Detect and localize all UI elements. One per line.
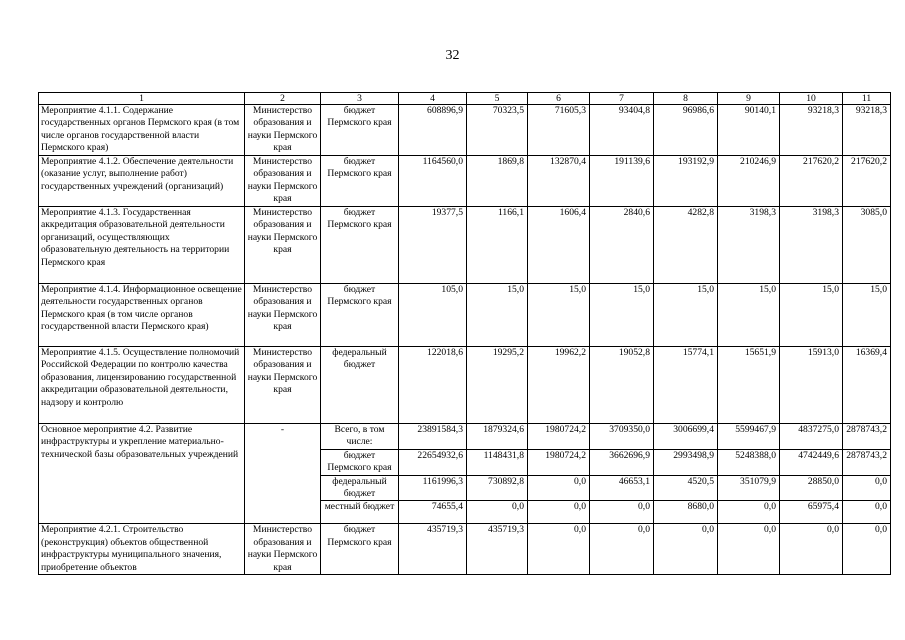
value-cell: 28850,0 bbox=[780, 475, 843, 501]
header-cell: 4 bbox=[399, 93, 467, 105]
value-cell: 19052,8 bbox=[590, 347, 654, 424]
value-cell: 3662696,9 bbox=[590, 449, 654, 475]
value-cell: 22654932,6 bbox=[399, 449, 467, 475]
funding-source-cell: бюджет Пермского края bbox=[321, 156, 399, 207]
value-cell: 1879324,6 bbox=[467, 424, 528, 450]
funding-source-cell: Всего, в том числе: bbox=[321, 424, 399, 450]
executor-cell: Министерство образования и науки Пермского края bbox=[245, 284, 321, 347]
value-cell: 0,0 bbox=[718, 524, 780, 575]
value-cell: 74655,4 bbox=[399, 501, 467, 524]
value-cell: 1161996,3 bbox=[399, 475, 467, 501]
value-cell: 93218,3 bbox=[843, 105, 891, 156]
funding-source-cell: федеральный бюджет bbox=[321, 475, 399, 501]
value-cell: 1980724,2 bbox=[528, 424, 590, 450]
value-cell: 193192,9 bbox=[654, 156, 718, 207]
table-row bbox=[39, 424, 891, 450]
budget-table bbox=[38, 92, 891, 575]
measure-description: Мероприятие 4.2.1. Строительство (реконструкция) объектов общественной инфраструктуры муниципального значения, приобретение объектов bbox=[39, 524, 245, 575]
value-cell: 1164560,0 bbox=[399, 156, 467, 207]
value-cell: 4837275,0 bbox=[780, 424, 843, 450]
value-cell: 4282,8 bbox=[654, 207, 718, 284]
value-cell: 0,0 bbox=[528, 524, 590, 575]
executor-cell: Министерство образования и науки Пермского края bbox=[245, 347, 321, 424]
table-row bbox=[39, 284, 891, 347]
value-cell: 93404,8 bbox=[590, 105, 654, 156]
value-cell: 0,0 bbox=[843, 475, 891, 501]
page-number: 32 bbox=[445, 48, 460, 63]
funding-source-cell: федеральный бюджет bbox=[321, 347, 399, 424]
value-cell: 4520,5 bbox=[654, 475, 718, 501]
value-cell: 2878743,2 bbox=[843, 449, 891, 475]
header-cell: 3 bbox=[321, 93, 399, 105]
value-cell: 15913,0 bbox=[780, 347, 843, 424]
value-cell: 23891584,3 bbox=[399, 424, 467, 450]
header-cell: 11 bbox=[843, 93, 891, 105]
header-cell: 9 bbox=[718, 93, 780, 105]
value-cell: 71605,3 bbox=[528, 105, 590, 156]
measure-description: Мероприятие 4.1.4. Информационное освещение деятельности государственных органов Пермского края (в том числе органов государственной власти Пермского края) bbox=[39, 284, 245, 347]
value-cell: 96986,6 bbox=[654, 105, 718, 156]
header-cell: 8 bbox=[654, 93, 718, 105]
value-cell: 0,0 bbox=[528, 475, 590, 501]
value-cell: 8680,0 bbox=[654, 501, 718, 524]
value-cell: 93218,3 bbox=[780, 105, 843, 156]
executor-cell: Министерство образования и науки Пермского края bbox=[245, 156, 321, 207]
executor-cell: Министерство образования и науки Пермского края bbox=[245, 524, 321, 575]
value-cell: 15651,9 bbox=[718, 347, 780, 424]
executor-cell: Министерство образования и науки Пермского края bbox=[245, 207, 321, 284]
funding-source-cell: бюджет Пермского края bbox=[321, 524, 399, 575]
main-measure-description: Основное мероприятие 4.2. Развитие инфраструктуры и укрепление материально-технической базы образовательных учреждений bbox=[39, 424, 245, 524]
value-cell: 217620,2 bbox=[780, 156, 843, 207]
value-cell: 5248388,0 bbox=[718, 449, 780, 475]
value-cell: 132870,4 bbox=[528, 156, 590, 207]
table-row bbox=[39, 524, 891, 575]
value-cell: 90140,1 bbox=[718, 105, 780, 156]
value-cell: 3085,0 bbox=[843, 207, 891, 284]
value-cell: 0,0 bbox=[528, 501, 590, 524]
value-cell: 122018,6 bbox=[399, 347, 467, 424]
value-cell: 217620,2 bbox=[843, 156, 891, 207]
value-cell: 0,0 bbox=[718, 501, 780, 524]
value-cell: 1869,8 bbox=[467, 156, 528, 207]
value-cell: 1166,1 bbox=[467, 207, 528, 284]
value-cell: 19295,2 bbox=[467, 347, 528, 424]
value-cell: 46653,1 bbox=[590, 475, 654, 501]
header-cell: 2 bbox=[245, 93, 321, 105]
value-cell: 0,0 bbox=[843, 501, 891, 524]
funding-source-cell: бюджет Пермского края bbox=[321, 449, 399, 475]
value-cell: 15774,1 bbox=[654, 347, 718, 424]
table-header-row bbox=[39, 93, 891, 105]
value-cell: 608896,9 bbox=[399, 105, 467, 156]
executor-cell: Министерство образования и науки Пермского края bbox=[245, 105, 321, 156]
value-cell: 15,0 bbox=[590, 284, 654, 347]
value-cell: 70323,5 bbox=[467, 105, 528, 156]
value-cell: 3709350,0 bbox=[590, 424, 654, 450]
value-cell: 16369,4 bbox=[843, 347, 891, 424]
value-cell: 3198,3 bbox=[780, 207, 843, 284]
value-cell: 19962,2 bbox=[528, 347, 590, 424]
value-cell: 5599467,9 bbox=[718, 424, 780, 450]
measure-description: Мероприятие 4.1.2. Обеспечение деятельности (оказание услуг, выполнение работ) государственных учреждений (организаций) bbox=[39, 156, 245, 207]
value-cell: 15,0 bbox=[780, 284, 843, 347]
value-cell: 730892,8 bbox=[467, 475, 528, 501]
header-cell: 7 bbox=[590, 93, 654, 105]
value-cell: 0,0 bbox=[590, 524, 654, 575]
table-row bbox=[39, 207, 891, 284]
value-cell: 19377,5 bbox=[399, 207, 467, 284]
value-cell: 4742449,6 bbox=[780, 449, 843, 475]
value-cell: 15,0 bbox=[654, 284, 718, 347]
value-cell: 351079,9 bbox=[718, 475, 780, 501]
table-row bbox=[39, 156, 891, 207]
funding-source-cell: бюджет Пермского края bbox=[321, 207, 399, 284]
value-cell: 0,0 bbox=[843, 524, 891, 575]
funding-source-cell: бюджет Пермского края bbox=[321, 284, 399, 347]
value-cell: 15,0 bbox=[843, 284, 891, 347]
value-cell: 0,0 bbox=[654, 524, 718, 575]
table-row bbox=[39, 347, 891, 424]
value-cell: 435719,3 bbox=[399, 524, 467, 575]
value-cell: 65975,4 bbox=[780, 501, 843, 524]
header-cell: 10 bbox=[780, 93, 843, 105]
value-cell: 3198,3 bbox=[718, 207, 780, 284]
value-cell: 0,0 bbox=[590, 501, 654, 524]
measure-description: Мероприятие 4.1.5. Осуществление полномочий Российской Федерации по контролю качества образования, лицензированию государственной аккредитации образовательной деятельности, надзору и контролю bbox=[39, 347, 245, 424]
value-cell: 0,0 bbox=[467, 501, 528, 524]
value-cell: 105,0 bbox=[399, 284, 467, 347]
value-cell: 191139,6 bbox=[590, 156, 654, 207]
value-cell: 2840,6 bbox=[590, 207, 654, 284]
measure-description: Мероприятие 4.1.3. Государственная аккредитация образовательной деятельности организаций, осуществляющих образовательную деятельность на территории Пермского края bbox=[39, 207, 245, 284]
measure-description: Мероприятие 4.1.1. Содержание государственных органов Пермского края (в том числе органов государственной власти Пермского края) bbox=[39, 105, 245, 156]
value-cell: 1148431,8 bbox=[467, 449, 528, 475]
value-cell: 3006699,4 bbox=[654, 424, 718, 450]
table-row bbox=[39, 105, 891, 156]
header-cell: 6 bbox=[528, 93, 590, 105]
value-cell: 0,0 bbox=[780, 524, 843, 575]
value-cell: 2993498,9 bbox=[654, 449, 718, 475]
header-cell: 5 bbox=[467, 93, 528, 105]
value-cell: 435719,3 bbox=[467, 524, 528, 575]
value-cell: 210246,9 bbox=[718, 156, 780, 207]
funding-source-cell: бюджет Пермского края bbox=[321, 105, 399, 156]
header-cell: 1 bbox=[39, 93, 245, 105]
value-cell: 15,0 bbox=[718, 284, 780, 347]
value-cell: 1606,4 bbox=[528, 207, 590, 284]
funding-source-cell: местный бюджет bbox=[321, 501, 399, 524]
value-cell: 15,0 bbox=[528, 284, 590, 347]
value-cell: 2878743,2 bbox=[843, 424, 891, 450]
executor-cell: - bbox=[245, 424, 321, 524]
value-cell: 1980724,2 bbox=[528, 449, 590, 475]
value-cell: 15,0 bbox=[467, 284, 528, 347]
